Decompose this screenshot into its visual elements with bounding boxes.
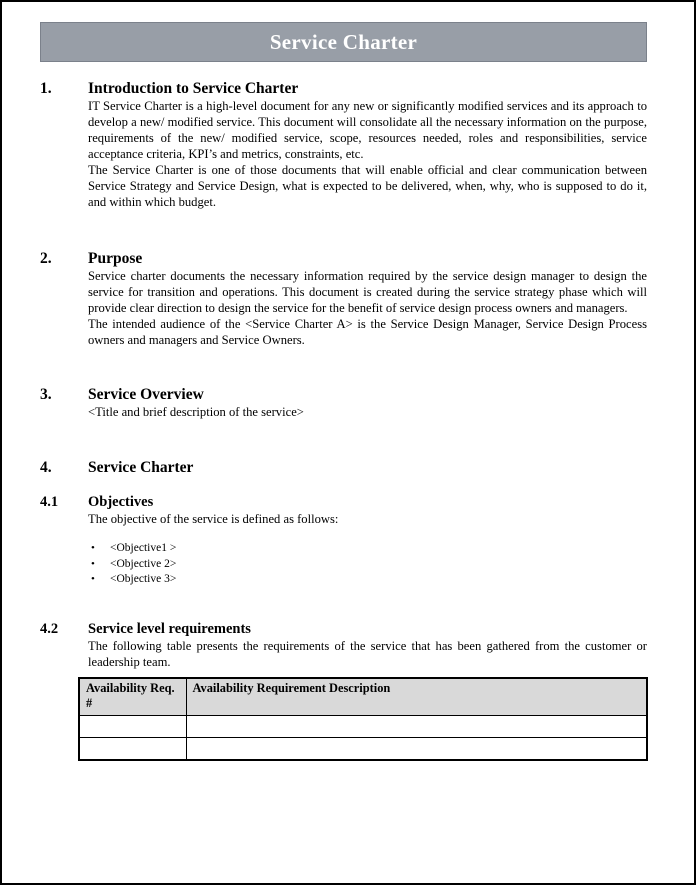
section-title: Service Overview: [88, 386, 204, 403]
section-4-1-heading: [40, 493, 647, 511]
section-title: Objectives: [88, 494, 154, 510]
column-header-availability-req: Availability Req. #: [79, 678, 186, 716]
table-cell: [186, 715, 647, 737]
column-header-requirement-description: Availability Requirement Description: [186, 678, 647, 716]
objective-bullet-item: [88, 572, 647, 588]
table-cell: [186, 737, 647, 760]
table-row: [79, 715, 647, 737]
objectives-list: [88, 541, 647, 588]
paragraph: The Service Charter is one of those documents that will enable official and clear communication between Service Strategy and Service Design, what is expected to be delivered, when, why, who is supposed to do it, and within which budget.: [88, 163, 647, 209]
paragraph: IT Service Charter is a high-level document for any new or significantly modified services and its approach to develop a new/ modified service. This document will consolidate all the necessary information on the purpose, requirements of the new/ modified service, scope, resources needed, roles and responsibilities, service acceptance criteria, KPI’s and metrics, constraints, etc.: [88, 99, 647, 161]
table-header-row: [79, 678, 647, 716]
section-4-2-heading: [40, 620, 647, 638]
section-number: 4.: [40, 459, 52, 476]
section-title: Introduction to Service Charter: [88, 80, 299, 97]
paragraph: The intended audience of the <Service Charter A> is the Service Design Manager, Service Design Process owners and managers and Service Owners.: [88, 317, 647, 347]
objective-bullet-item: [88, 541, 647, 557]
objective-text: <Objective 3>: [110, 573, 177, 585]
bullet-icon: •: [91, 557, 95, 570]
placeholder-text: <Title and brief description of the service>: [88, 405, 304, 419]
section-1-heading: [40, 80, 647, 98]
bullet-icon: •: [91, 573, 95, 585]
section-title: Service Charter: [88, 459, 194, 476]
table-cell: [79, 715, 186, 737]
section-number: 3.: [40, 386, 52, 403]
bullet-icon: •: [91, 542, 95, 554]
table-row: [79, 737, 647, 760]
table-cell: [79, 737, 186, 760]
objective-bullet-item: [88, 557, 647, 573]
paragraph: The following table presents the requirements of the service that has been gathered from the customer or leadership team.: [88, 638, 647, 669]
section-title: Service level requirements: [88, 620, 251, 637]
section-title: Purpose: [88, 250, 143, 267]
section-number: 2.: [40, 250, 52, 267]
title-banner: [40, 22, 647, 62]
document-content: [2, 22, 694, 761]
section-2-heading: [40, 250, 647, 268]
objective-text: <Objective1 >: [110, 542, 177, 554]
section-4-heading: [40, 459, 647, 477]
section-number: 4.1: [40, 494, 59, 510]
document-title: Service Charter: [269, 30, 418, 54]
section-number: 4.2: [40, 620, 59, 637]
paragraph: The objective of the service is defined as follows:: [88, 512, 339, 526]
paragraph: Service charter documents the necessary information required by the service design manager to design the service for transition and operations. This document is created during the service strategy phase which will provide clear direction to design the service for the benefit of service design process owners and managers.: [88, 269, 647, 315]
section-number: 1.: [40, 80, 52, 97]
objective-text: <Objective 2>: [110, 557, 177, 570]
section-3-heading: [40, 386, 647, 404]
availability-requirements-table: [78, 677, 648, 761]
